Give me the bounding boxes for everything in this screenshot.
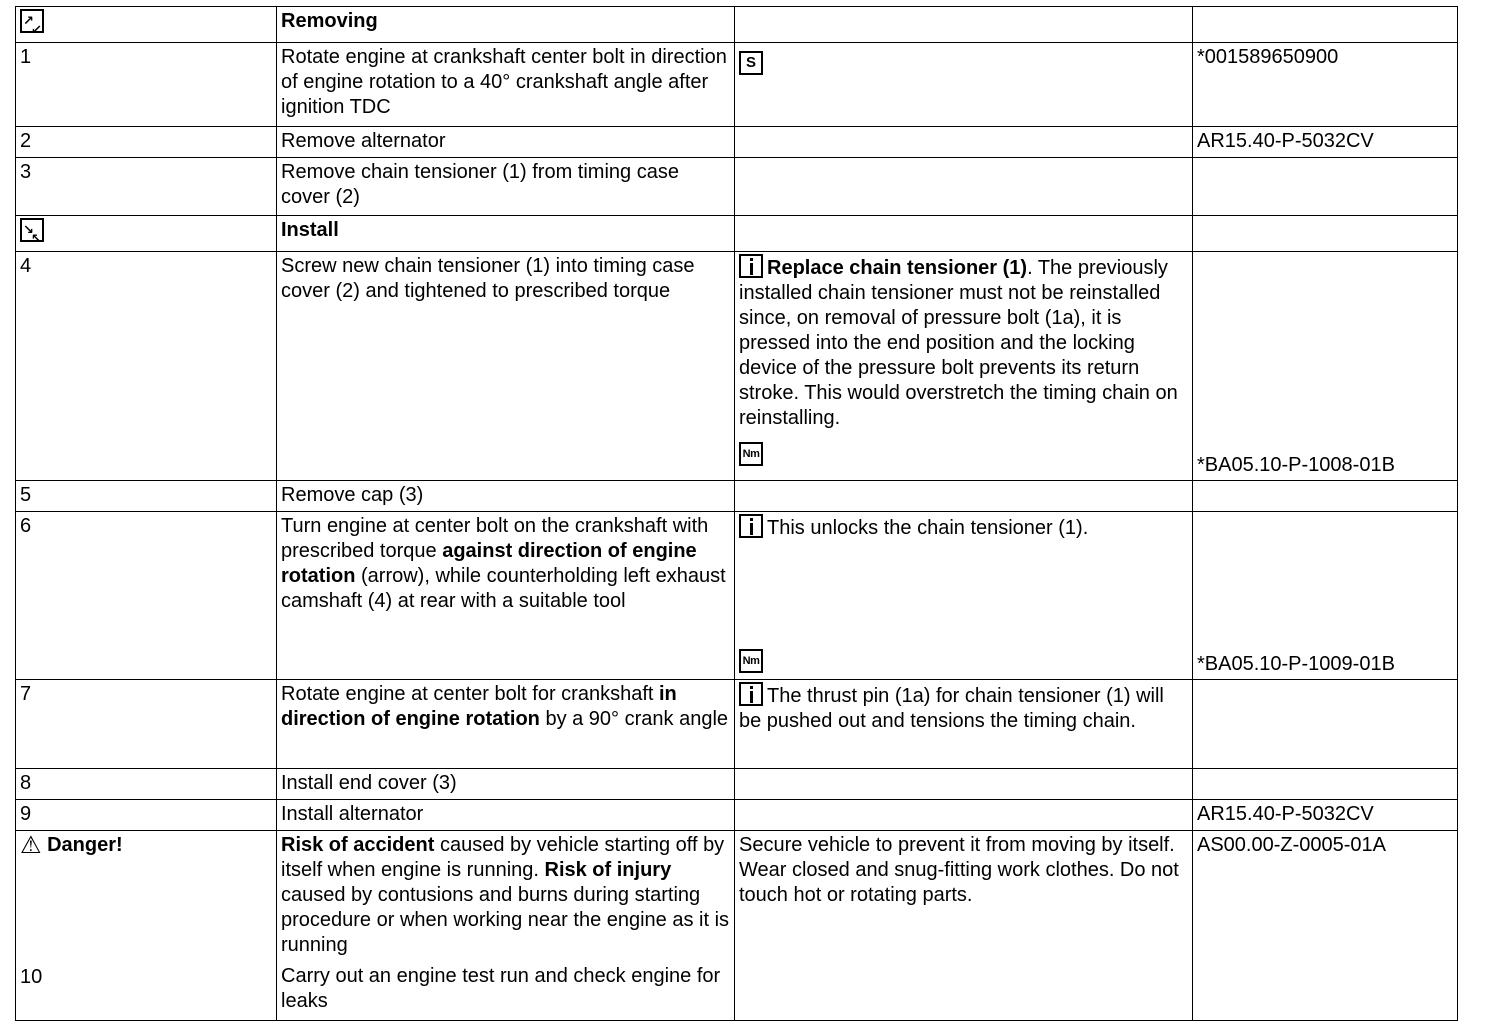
removing-icon <box>20 9 44 33</box>
table-row <box>16 158 1458 216</box>
risk-cell: Risk of accident caused by vehicle starting off by itself when engine is running. Risk of injury caused by contusions and burns during starting procedure or when working near the engine as it is running Carry out an engine test run and check engine for leaks <box>277 831 735 1021</box>
step-number: 1 <box>16 43 277 127</box>
info-icon <box>739 514 763 538</box>
note-cell <box>735 512 1193 680</box>
note-text: The thrust pin (1a) for chain tensioner (1) will be pushed out and tensions the timing chain. <box>739 685 1164 732</box>
note-cell <box>735 252 1193 481</box>
reference: *BA05.10-P-1008-01B <box>1193 252 1458 481</box>
step-number: 7 <box>16 680 277 769</box>
measure-2: Wear closed and snug-fitting work clothes. Do not touch hot or rotating parts. <box>739 859 1179 906</box>
note-bold: Replace chain tensioner (1) <box>767 257 1028 279</box>
note-text: . The previously installed chain tensioner must not be reinstalled since, on removal of pressure bolt (1a), it is pressed into the end position and the locking device of the pressure bolt prevents its return stroke. This would overstretch the timing chain on reinstalling. <box>739 257 1178 429</box>
info-icon <box>739 254 763 278</box>
step-number: 6 <box>16 512 277 680</box>
step-number: 5 <box>16 481 277 512</box>
step-text: Install alternator <box>277 800 735 831</box>
section-header-removing <box>16 7 1458 43</box>
torque-icon: Nm <box>739 649 763 673</box>
measures-cell <box>735 831 1193 1021</box>
section-title: Removing <box>277 7 735 43</box>
note-cell <box>735 680 1193 769</box>
table-row <box>16 680 1458 769</box>
reference: AR15.40-P-5032CV <box>1193 127 1458 158</box>
table-row <box>16 481 1458 512</box>
install-cell <box>16 216 277 252</box>
step-text: Screw new chain tensioner (1) into timing case cover (2) and tightened to prescribed torque <box>277 252 735 481</box>
table-row <box>16 127 1458 158</box>
reference: AR15.40-P-5032CV <box>1193 800 1458 831</box>
step-text: Remove chain tensioner (1) from timing case cover (2) <box>277 158 735 216</box>
step-number: 4 <box>16 252 277 481</box>
removing-cell <box>16 7 277 43</box>
reference: *001589650900 <box>1193 43 1458 127</box>
danger-label: Danger! <box>47 834 123 856</box>
table-row <box>16 800 1458 831</box>
step-text: Remove alternator <box>277 127 735 158</box>
step-number: 3 <box>16 158 277 216</box>
table-row <box>16 831 1458 1021</box>
table-row <box>16 769 1458 800</box>
step-number: 10 <box>20 966 43 988</box>
reference: *BA05.10-P-1009-01B <box>1193 512 1458 680</box>
torque-icon: Nm <box>739 442 763 466</box>
warning-triangle-icon: ⚠ <box>20 832 42 859</box>
special-tool-icon: S <box>739 51 763 75</box>
step-number: 9 <box>16 800 277 831</box>
step-text: Rotate engine at center bolt for crankshaft in direction of engine rotation by a 90° crank angle <box>277 680 735 769</box>
section-header-install <box>16 216 1458 252</box>
step-text: Carry out an engine test run and check engine for leaks <box>281 965 721 1012</box>
measure-1: Secure vehicle to prevent it from moving by itself. <box>739 834 1175 856</box>
step-text: Install end cover (3) <box>277 769 735 800</box>
step-number: 8 <box>16 769 277 800</box>
table-row <box>16 252 1458 481</box>
danger-cell <box>16 831 277 1021</box>
step-text: Turn engine at center bolt on the crankshaft with prescribed torque against direction of engine rotation (arrow), while counterholding left exhaust camshaft (4) at rear with a suitable tool <box>277 512 735 680</box>
reference: AS00.00-Z-0005-01A <box>1193 831 1458 1021</box>
table-row <box>16 512 1458 680</box>
step-number: 2 <box>16 127 277 158</box>
tool-cell <box>735 43 1193 127</box>
install-icon <box>20 218 44 242</box>
step-text: Remove cap (3) <box>277 481 735 512</box>
note-text: This unlocks the chain tensioner (1). <box>767 517 1089 539</box>
step-text: Rotate engine at crankshaft center bolt in direction of engine rotation to a 40° crankshaft angle after ignition TDC <box>277 43 735 127</box>
table-row <box>16 43 1458 127</box>
section-title: Install <box>277 216 735 252</box>
info-icon <box>739 682 763 706</box>
procedure-table <box>15 6 1458 1021</box>
